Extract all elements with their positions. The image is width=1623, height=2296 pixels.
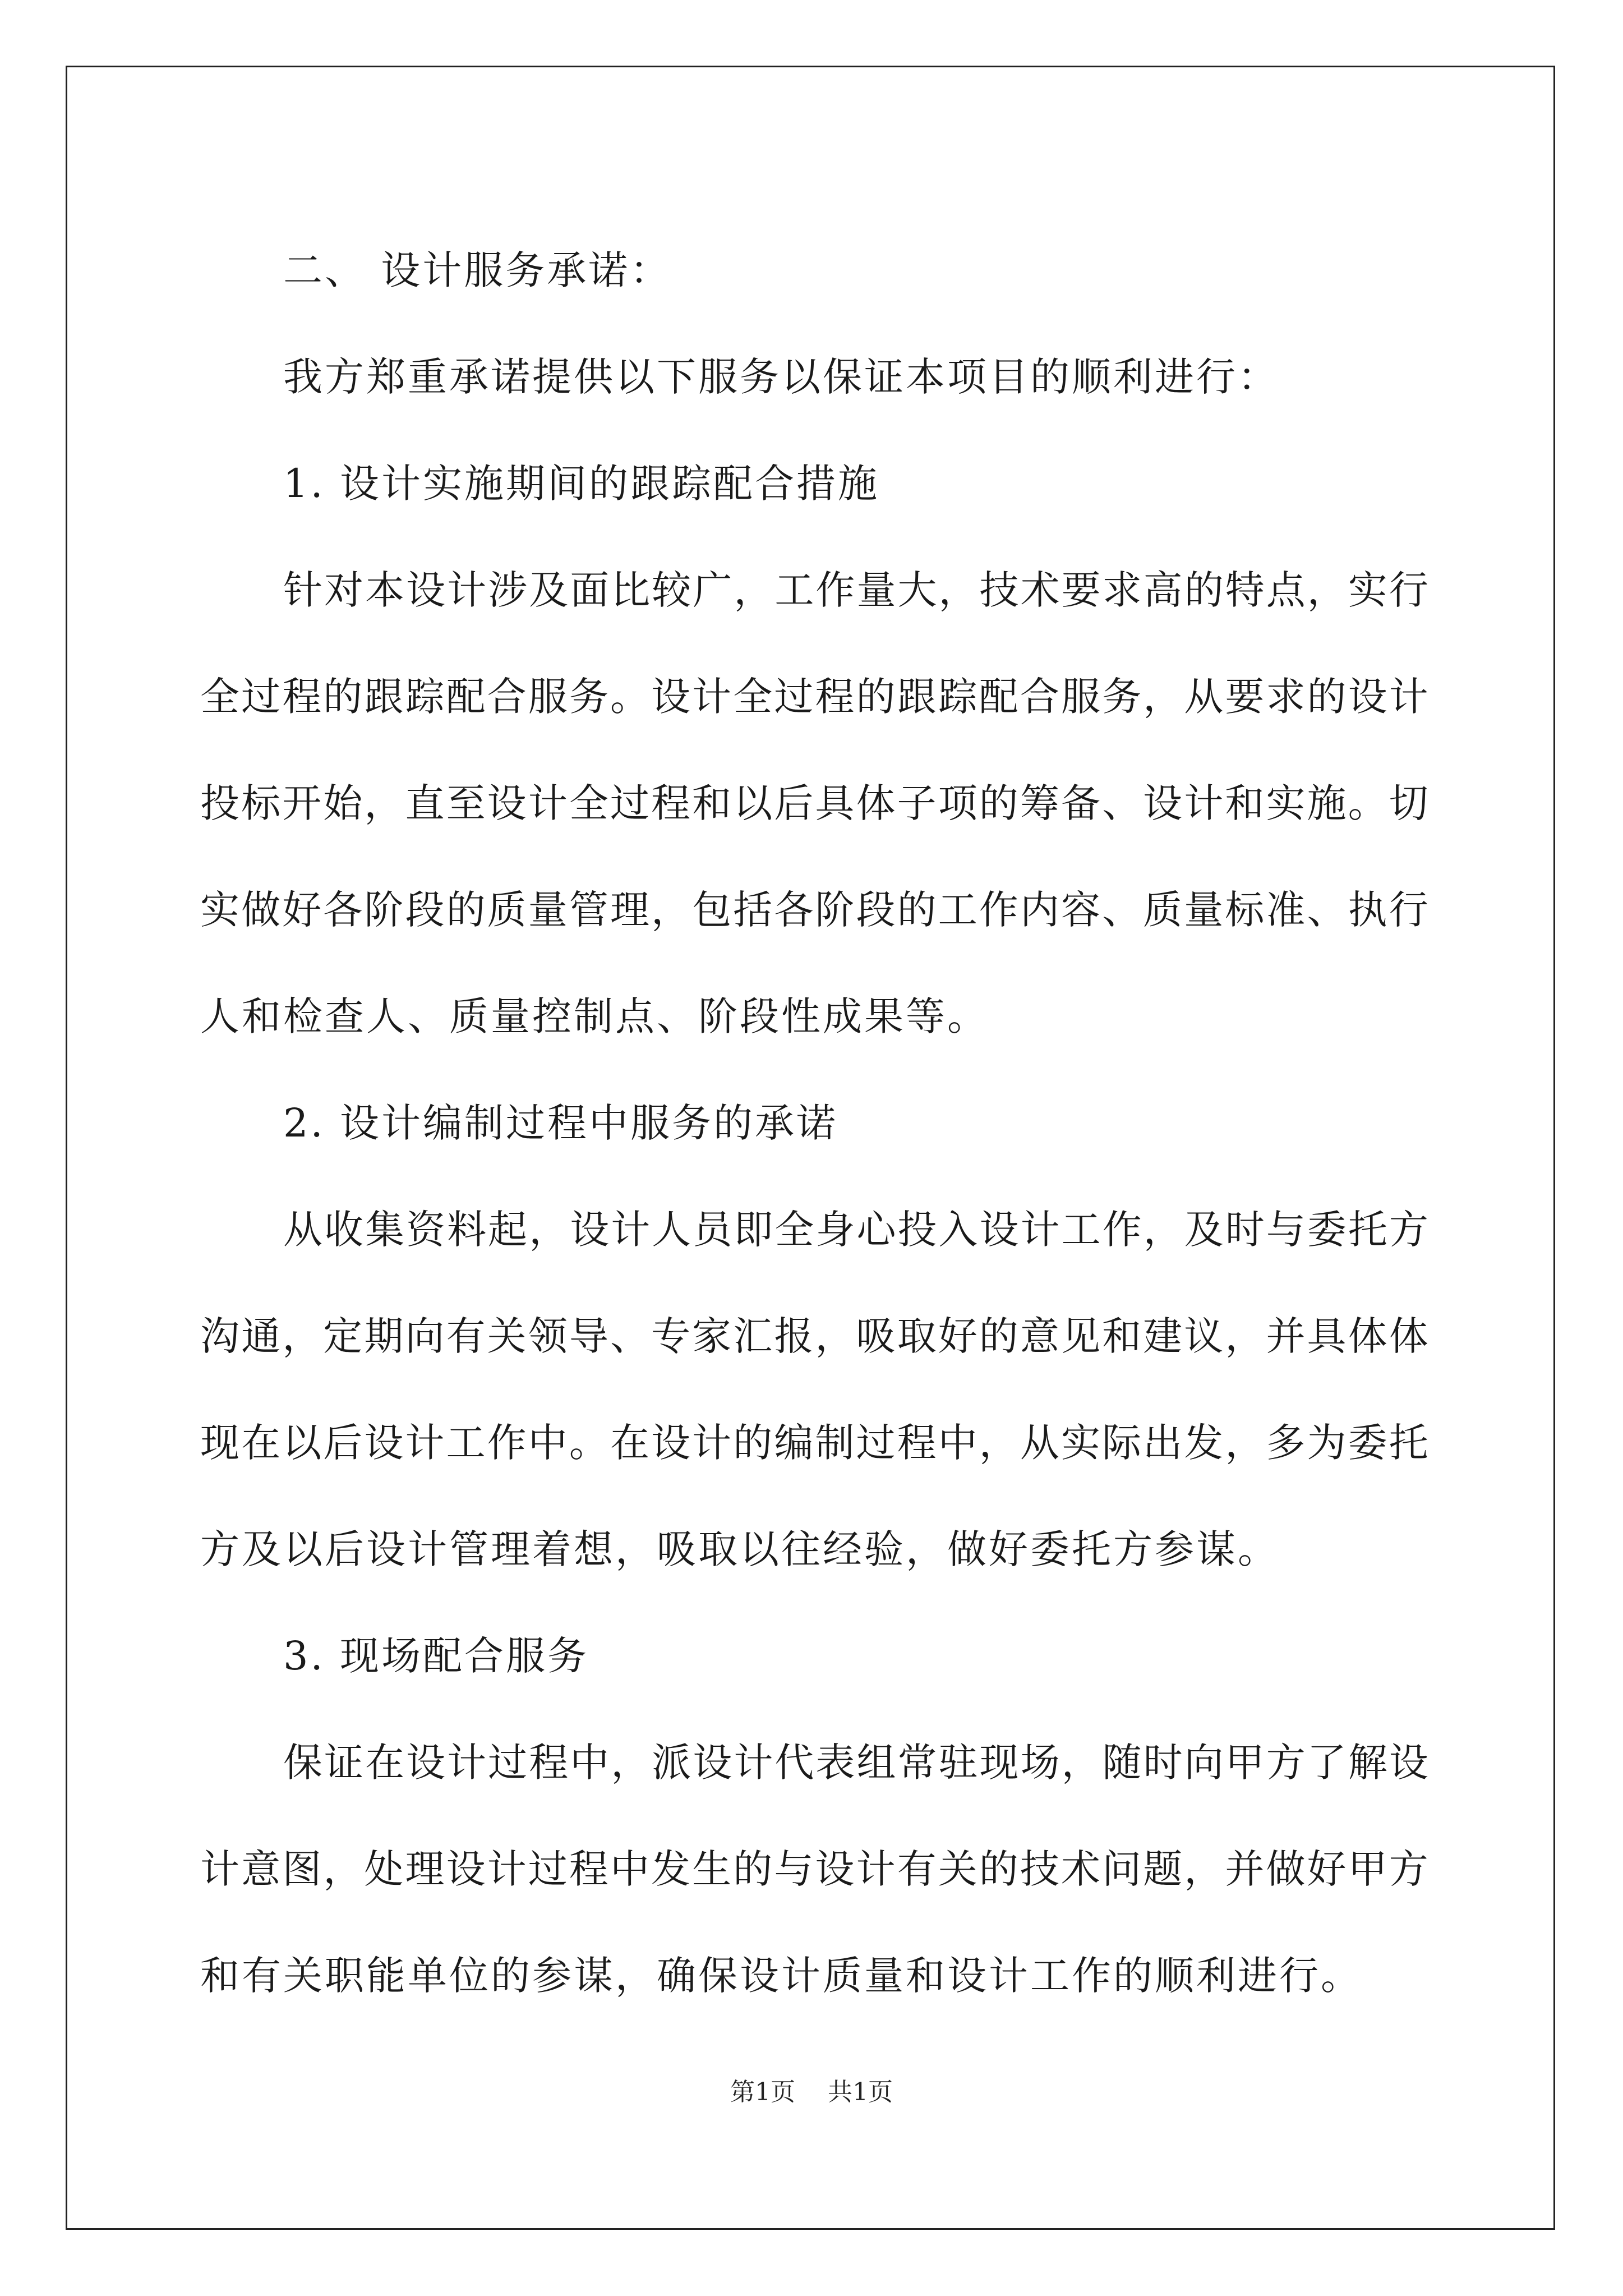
glyph: 计 (1184, 780, 1224, 826)
glyph: 现 (200, 1420, 239, 1466)
glyph: 收 (324, 1207, 364, 1253)
glyph: 做 (241, 887, 281, 933)
glyph: 配 (446, 674, 486, 720)
glyph: 务 (1102, 674, 1142, 720)
document-body (200, 217, 1428, 2029)
glyph: 从 (283, 1207, 322, 1253)
paragraph-line (200, 1283, 1428, 1389)
glyph: 托 (1389, 1420, 1428, 1466)
glyph: ， (529, 1207, 569, 1253)
glyph: 资 (406, 1207, 446, 1253)
glyph: 的 (446, 887, 486, 933)
glyph: 中 (938, 1420, 978, 1466)
glyph: 派 (652, 1740, 691, 1786)
glyph: 本 (365, 567, 405, 613)
glyph: 证 (324, 1740, 364, 1786)
glyph: 过 (528, 1846, 568, 1892)
glyph: 全 (569, 780, 608, 826)
glyph: ， (1307, 567, 1347, 613)
glyph: 好 (938, 1313, 978, 1359)
glyph: 甲 (1225, 1740, 1265, 1786)
glyph: 为 (1307, 1420, 1347, 1466)
glyph: 期 (364, 1313, 404, 1359)
paragraph-line (200, 537, 1428, 643)
glyph: 现 (979, 1740, 1019, 1786)
glyph: 的 (323, 674, 363, 720)
glyph: 具 (1307, 1313, 1347, 1359)
glyph: 广 (693, 567, 732, 613)
glyph: 开 (282, 780, 322, 826)
glyph: 较 (652, 567, 691, 613)
glyph: 阶 (364, 887, 404, 933)
section-heading: 二、 设计服务承诺： (283, 247, 672, 293)
glyph: 段 (405, 887, 445, 933)
glyph: 计 (447, 567, 487, 613)
glyph: 行 (1389, 567, 1428, 613)
glyph: 后 (323, 1420, 363, 1466)
glyph: 设 (693, 1740, 732, 1786)
glyph: 的 (1184, 567, 1224, 613)
glyph: 实 (1266, 780, 1306, 826)
glyph: 和 (692, 780, 732, 826)
glyph: 阶 (815, 887, 855, 933)
glyph: 设 (446, 1846, 486, 1892)
glyph: 计 (487, 1846, 527, 1892)
glyph: 过 (610, 780, 649, 826)
glyph: 有 (446, 1313, 486, 1359)
glyph: 高 (1143, 567, 1183, 613)
glyph: 计 (447, 1740, 487, 1786)
glyph: 设 (815, 1846, 855, 1892)
glyph: 集 (365, 1207, 405, 1253)
glyph: 始 (323, 780, 363, 826)
glyph: 设 (651, 1420, 691, 1466)
glyph: 作 (1102, 1207, 1142, 1253)
paragraph-line: 人和检查人、质量控制点、阶段性成果等。 (200, 993, 989, 1039)
glyph: 管 (569, 887, 608, 933)
glyph: 体 (1389, 1313, 1428, 1359)
glyph: 。 (569, 1420, 608, 1466)
glyph: 设 (487, 780, 527, 826)
glyph: 、 (1102, 780, 1142, 826)
glyph: 设 (364, 1420, 404, 1466)
glyph: 并 (1225, 1846, 1265, 1892)
glyph: 甲 (1348, 1846, 1387, 1892)
glyph: 工 (774, 567, 814, 613)
glyph: 包 (692, 887, 732, 933)
glyph: 表 (815, 1740, 855, 1786)
glyph: 工 (938, 887, 978, 933)
glyph: 关 (938, 1846, 978, 1892)
glyph: 要 (1225, 674, 1265, 720)
glyph: 程 (651, 780, 691, 826)
glyph: 设 (406, 1740, 446, 1786)
glyph: 过 (241, 674, 281, 720)
glyph: ， (1061, 1740, 1101, 1786)
glyph: 领 (528, 1313, 568, 1359)
glyph: 并 (1266, 1313, 1306, 1359)
glyph: 设 (1389, 1740, 1428, 1786)
glyph: 全 (733, 674, 773, 720)
glyph: 实 (1061, 1420, 1100, 1466)
glyph: ， (651, 887, 691, 933)
glyph: 跟 (364, 674, 404, 720)
glyph: 量 (856, 567, 896, 613)
paragraph-line: 方及以后设计管理着想，吸取以往经验，做好委托方参谋。 (200, 1526, 1279, 1572)
glyph: 的 (856, 674, 896, 720)
glyph: 导 (569, 1313, 608, 1359)
paragraph-line (200, 643, 1428, 750)
glyph: 方 (1266, 1740, 1306, 1786)
glyph: 即 (734, 1207, 773, 1253)
glyph: 的 (1307, 674, 1347, 720)
glyph: 发 (1184, 1420, 1224, 1466)
glyph: 时 (1143, 1740, 1183, 1786)
glyph: 保 (283, 1740, 322, 1786)
glyph: 代 (774, 1740, 814, 1786)
paragraph-line (200, 857, 1428, 963)
glyph: 及 (1184, 1207, 1224, 1253)
glyph: 中 (528, 1420, 568, 1466)
glyph: 计 (528, 780, 568, 826)
glyph: 意 (1020, 1313, 1059, 1359)
glyph: 场 (1020, 1740, 1060, 1786)
glyph: ， (323, 1846, 363, 1892)
glyph: 发 (651, 1846, 691, 1892)
intro-paragraph: 我方郑重承诺提供以下服务以保证本项目的顺利进行： (283, 354, 1279, 400)
glyph: 身 (815, 1207, 855, 1253)
glyph: 实 (1348, 567, 1387, 613)
glyph: ， (1225, 1420, 1265, 1466)
glyph: 合 (1020, 674, 1059, 720)
glyph: 常 (897, 1740, 937, 1786)
glyph: 涉 (488, 567, 528, 613)
glyph: ， (611, 1740, 651, 1786)
glyph: 全 (200, 674, 239, 720)
glyph: 体 (856, 780, 896, 826)
glyph: 全 (774, 1207, 814, 1253)
glyph: ， (282, 1313, 322, 1359)
subheading-1: 1. 设计实施期间的跟踪配合措施 (283, 461, 880, 507)
glyph: 好 (1307, 1846, 1347, 1892)
glyph: 对 (324, 567, 364, 613)
paragraph-line: 和有关职能单位的参谋，确保设计质量和设计工作的顺利进行。 (200, 1953, 1362, 1999)
glyph: 料 (447, 1207, 487, 1253)
glyph: 问 (1102, 1846, 1142, 1892)
glyph: 和 (1102, 1313, 1142, 1359)
glyph: 有 (897, 1846, 937, 1892)
glyph: 计 (734, 1740, 773, 1786)
glyph: 项 (938, 780, 978, 826)
glyph: 、 (1307, 887, 1347, 933)
glyph: 通 (241, 1313, 281, 1359)
glyph: 点 (1266, 567, 1306, 613)
glyph: 理 (405, 1846, 445, 1892)
glyph: 质 (1143, 887, 1183, 933)
glyph: 过 (488, 1740, 528, 1786)
glyph: 专 (651, 1313, 691, 1359)
glyph: 定 (323, 1313, 363, 1359)
glyph: 以 (282, 1420, 322, 1466)
glyph: 工 (1061, 1207, 1101, 1253)
paragraph-line (200, 750, 1428, 857)
glyph: 各 (774, 887, 814, 933)
glyph: 做 (1266, 1846, 1306, 1892)
glyph: 切 (1389, 780, 1428, 826)
glyph: 计 (1389, 674, 1428, 720)
glyph: 方 (1389, 1846, 1428, 1892)
glyph: 执 (1348, 887, 1387, 933)
glyph: 段 (856, 887, 896, 933)
glyph: 子 (897, 780, 937, 826)
glyph: 吸 (856, 1313, 896, 1359)
glyph: 作 (979, 887, 1018, 933)
glyph: 的 (897, 887, 937, 933)
glyph: ， (1184, 1846, 1224, 1892)
glyph: 备 (1061, 780, 1100, 826)
glyph: ， (734, 567, 773, 613)
paragraph-line (200, 1709, 1428, 1816)
glyph: 关 (487, 1313, 527, 1359)
glyph: 人 (652, 1207, 691, 1253)
glyph: 题 (1143, 1846, 1183, 1892)
glyph: 质 (487, 887, 527, 933)
glyph: 准 (1266, 887, 1306, 933)
glyph: 特 (1225, 567, 1265, 613)
glyph: 出 (1143, 1420, 1183, 1466)
glyph: 好 (282, 887, 322, 933)
glyph: 报 (774, 1313, 814, 1359)
glyph: 。 (1348, 780, 1387, 826)
glyph: 合 (487, 674, 527, 720)
glyph: 计 (692, 674, 732, 720)
glyph: 踪 (405, 674, 445, 720)
glyph: 针 (283, 567, 322, 613)
glyph: 多 (1266, 1420, 1306, 1466)
glyph: 工 (446, 1420, 486, 1466)
glyph: 量 (528, 887, 568, 933)
glyph: 具 (815, 780, 855, 826)
glyph: 标 (1225, 887, 1265, 933)
glyph: 中 (570, 1740, 610, 1786)
glyph: 方 (1389, 1207, 1428, 1253)
glyph: 驻 (938, 1740, 978, 1786)
glyph: 向 (1184, 1740, 1224, 1786)
glyph: 服 (1061, 674, 1100, 720)
glyph: 求 (1266, 674, 1306, 720)
glyph: 与 (1266, 1207, 1306, 1253)
subheading-3: 3. 现场配合服务 (283, 1633, 589, 1679)
glyph: 。 (610, 674, 649, 720)
glyph: ， (815, 1313, 855, 1359)
glyph: 务 (569, 674, 608, 720)
glyph: 投 (200, 780, 239, 826)
glyph: ， (938, 567, 978, 613)
glyph: 取 (897, 1313, 937, 1359)
glyph: 以 (733, 780, 773, 826)
glyph: 施 (1307, 780, 1347, 826)
glyph: 计 (611, 1207, 651, 1253)
glyph: 、 (1102, 887, 1142, 933)
glyph: 服 (528, 674, 568, 720)
glyph: 议 (1184, 1313, 1224, 1359)
paragraph-line (200, 1816, 1428, 1922)
glyph: 制 (815, 1420, 855, 1466)
glyph: 解 (1348, 1740, 1387, 1786)
glyph: 程 (815, 674, 855, 720)
glyph: 托 (1348, 1207, 1387, 1253)
glyph: 标 (241, 780, 281, 826)
glyph: 在 (365, 1740, 405, 1786)
glyph: 容 (1061, 887, 1100, 933)
glyph: 要 (1061, 567, 1101, 613)
glyph: 计 (200, 1846, 239, 1892)
glyph: ， (979, 1420, 1018, 1466)
glyph: ， (1143, 674, 1183, 720)
glyph: 建 (1143, 1313, 1183, 1359)
glyph: 计 (692, 1420, 732, 1466)
glyph: 在 (610, 1420, 649, 1466)
glyph: 心 (856, 1207, 896, 1253)
glyph: 行 (1389, 887, 1428, 933)
glyph: 踪 (938, 674, 978, 720)
glyph: 图 (282, 1846, 322, 1892)
glyph: ， (364, 780, 404, 826)
glyph: 术 (1061, 1846, 1100, 1892)
glyph: 比 (611, 567, 651, 613)
page-total: 共1页 (828, 2078, 893, 2106)
glyph: 设 (651, 674, 691, 720)
glyph: 向 (405, 1313, 445, 1359)
glyph: 从 (1184, 674, 1224, 720)
glyph: 大 (897, 567, 937, 613)
glyph: 委 (1348, 1420, 1387, 1466)
glyph: 的 (979, 780, 1018, 826)
glyph: 从 (1020, 1420, 1059, 1466)
glyph: 见 (1061, 1313, 1100, 1359)
glyph: 际 (1102, 1420, 1142, 1466)
glyph: 设 (1143, 780, 1183, 826)
glyph: 中 (610, 1846, 649, 1892)
page-footer (0, 2076, 1623, 2109)
glyph: 内 (1020, 887, 1059, 933)
glyph: 作 (487, 1420, 527, 1466)
glyph: 时 (1225, 1207, 1265, 1253)
glyph: 面 (570, 567, 610, 613)
glyph: 作 (815, 567, 855, 613)
paragraph-line (200, 1389, 1428, 1496)
glyph: 程 (569, 1846, 608, 1892)
glyph: 与 (774, 1846, 814, 1892)
glyph: ， (1225, 1313, 1265, 1359)
glyph: 设 (1348, 674, 1387, 720)
glyph: 、 (610, 1313, 649, 1359)
glyph: 直 (405, 780, 445, 826)
page-number: 第1页 (730, 2078, 795, 2106)
glyph: 员 (693, 1207, 732, 1253)
glyph: 计 (405, 1420, 445, 1466)
glyph: 实 (200, 887, 239, 933)
glyph: 设 (406, 567, 446, 613)
glyph: 技 (1020, 1846, 1059, 1892)
glyph: 处 (364, 1846, 404, 1892)
glyph: 及 (529, 567, 569, 613)
glyph: 起 (488, 1207, 528, 1253)
glyph: 过 (774, 674, 814, 720)
glyph: 过 (856, 1420, 896, 1466)
glyph: 程 (529, 1740, 569, 1786)
paragraph-line (200, 1176, 1428, 1283)
glyph: 后 (774, 780, 814, 826)
glyph: 设 (979, 1207, 1019, 1253)
glyph: 筹 (1020, 780, 1059, 826)
glyph: 计 (856, 1846, 896, 1892)
glyph: 生 (692, 1846, 732, 1892)
glyph: 设 (570, 1207, 610, 1253)
glyph: 计 (1020, 1207, 1060, 1253)
glyph: 的 (733, 1420, 773, 1466)
glyph: 至 (446, 780, 486, 826)
glyph: 随 (1102, 1740, 1142, 1786)
glyph: 投 (897, 1207, 937, 1253)
glyph: 括 (733, 887, 773, 933)
glyph: 配 (979, 674, 1018, 720)
glyph: 意 (241, 1846, 281, 1892)
glyph: 组 (856, 1740, 896, 1786)
glyph: ， (1143, 1207, 1183, 1253)
glyph: 的 (733, 1846, 773, 1892)
glyph: 入 (938, 1207, 978, 1253)
glyph: 求 (1102, 567, 1142, 613)
glyph: 沟 (200, 1313, 239, 1359)
glyph: 理 (610, 887, 649, 933)
glyph: 各 (323, 887, 363, 933)
glyph: 委 (1307, 1207, 1347, 1253)
glyph: 编 (774, 1420, 814, 1466)
glyph: 程 (897, 1420, 937, 1466)
subheading-2: 2. 设计编制过程中服务的承诺 (283, 1100, 838, 1146)
glyph: 跟 (897, 674, 937, 720)
glyph: 程 (282, 674, 322, 720)
glyph: 汇 (733, 1313, 773, 1359)
glyph: 的 (979, 1313, 1018, 1359)
glyph: 和 (1225, 780, 1265, 826)
glyph: 家 (692, 1313, 732, 1359)
glyph: 的 (979, 1846, 1018, 1892)
glyph: 量 (1184, 887, 1224, 933)
glyph: 技 (979, 567, 1019, 613)
glyph: 了 (1307, 1740, 1347, 1786)
glyph: 体 (1348, 1313, 1387, 1359)
glyph: 在 (241, 1420, 281, 1466)
glyph: 术 (1020, 567, 1060, 613)
